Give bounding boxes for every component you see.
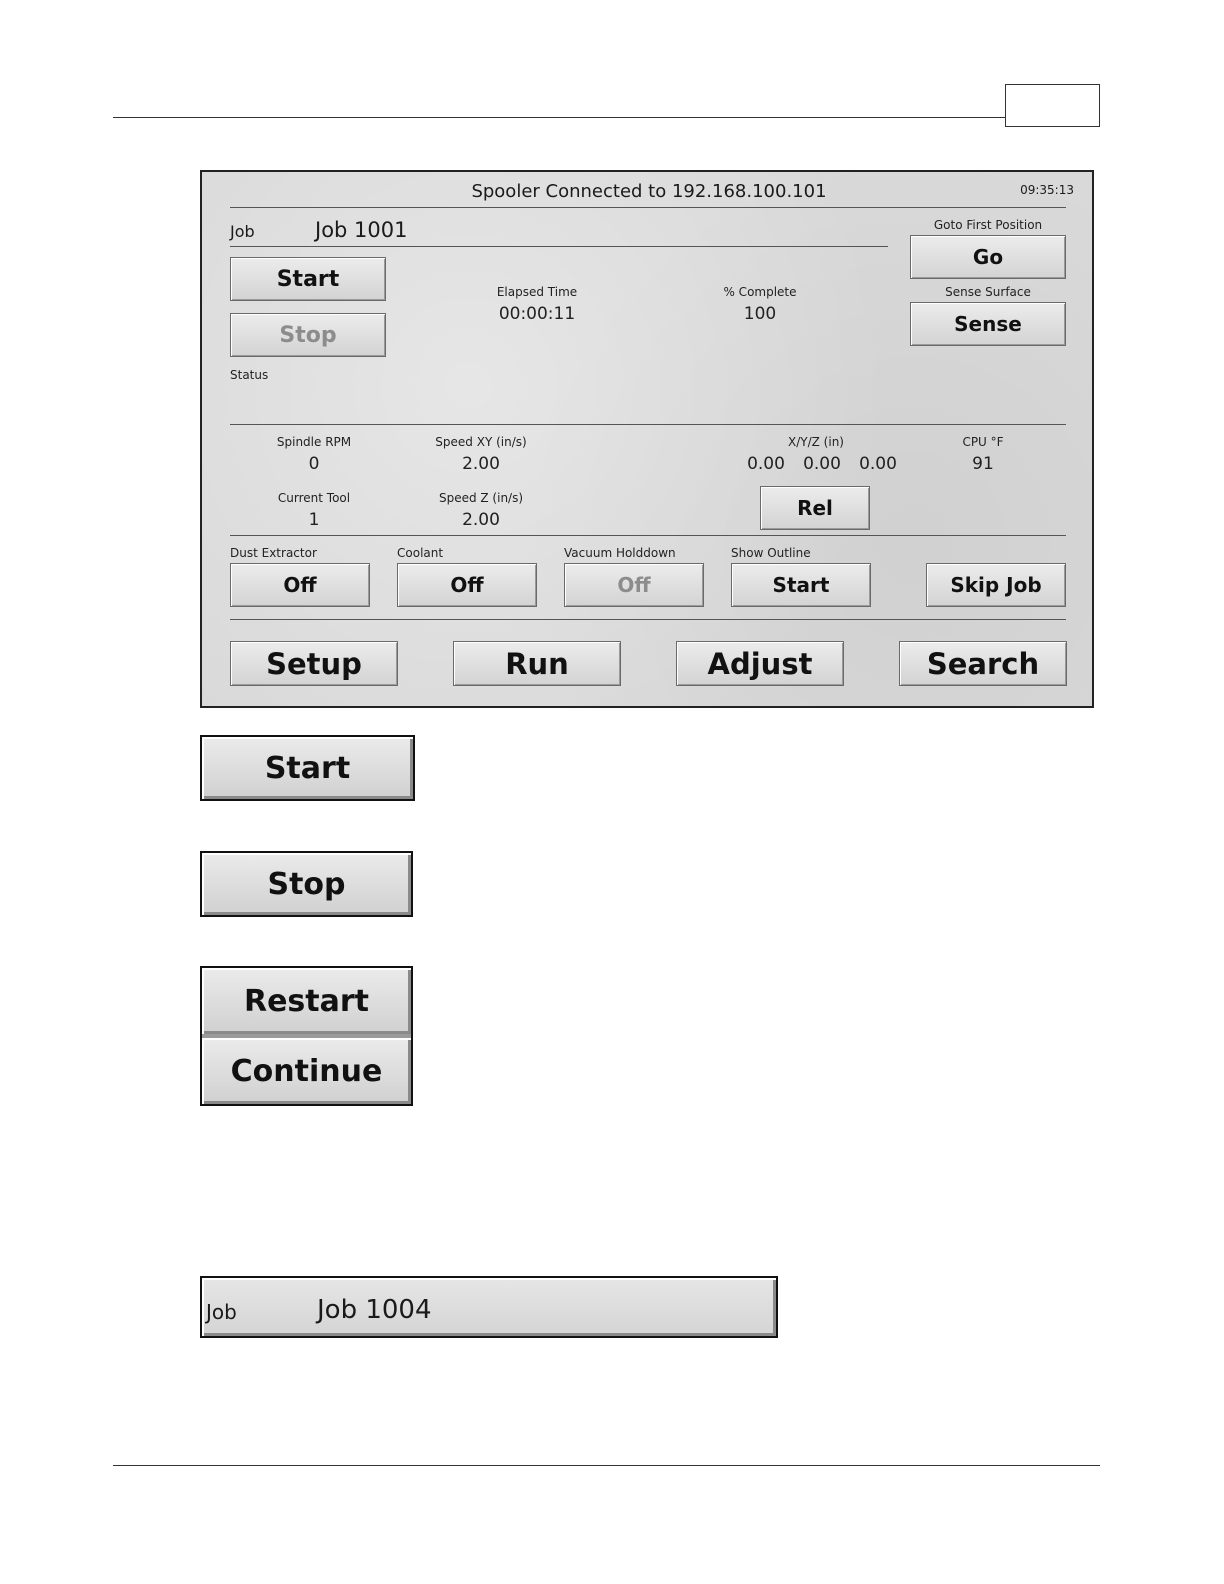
cpu-temp-value: 91 [972,454,994,474]
example-start-button[interactable]: Start [200,735,415,801]
current-tool-label: Current Tool [277,491,351,505]
coolant-label: Coolant [397,546,444,560]
elapsed-time-value: 00:00:11 [498,304,576,324]
job-underline [230,246,888,247]
dust-extractor-label: Dust Extractor [230,546,317,560]
skip-job-button[interactable]: Skip Job [926,563,1066,607]
go-button[interactable]: Go [910,235,1066,279]
job-bar-name: Job 1004 [317,1295,432,1325]
speed-xy-label: Speed XY (in/s) [435,435,527,449]
z-value: 0.00 [859,454,897,474]
coolant-button[interactable]: Off [397,563,537,607]
run-nav-button[interactable]: Run [453,641,621,686]
vacuum-holddown-button[interactable]: Off [564,563,704,607]
example-restart-button[interactable]: Restart [202,968,411,1034]
example-continue-button[interactable]: Continue [202,1038,411,1104]
show-outline-label: Show Outline [731,546,811,560]
job-name: Job 1001 [315,218,408,242]
sense-button[interactable]: Sense [910,302,1066,346]
cpu-temp-label: CPU °F [962,435,1004,449]
rel-button[interactable]: Rel [760,486,870,530]
clock-readout: 09:35:13 [1020,183,1074,197]
goto-first-position-label: Goto First Position [933,218,1043,232]
y-value: 0.00 [803,454,841,474]
status-label: Status [230,368,269,382]
stop-button[interactable]: Stop [230,313,386,357]
controls-divider [230,535,1066,536]
sense-surface-label: Sense Surface [945,285,1031,299]
spindle-rpm-value: 0 [308,454,320,474]
setup-nav-button[interactable]: Setup [230,641,398,686]
header-divider [230,207,1066,208]
example-stop-button[interactable]: Stop [200,851,413,917]
status-divider [230,424,1066,425]
job-bar-label: Job [206,1300,237,1324]
speed-z-label: Speed Z (in/s) [438,491,524,505]
restart-continue-group [200,966,413,1106]
speed-xy-value: 2.00 [462,454,500,474]
header-rule [113,117,1005,118]
connection-status-title: Spooler Connected to 192.168.100.101 [471,181,827,202]
spindle-rpm-label: Spindle RPM [276,435,352,449]
speed-z-value: 2.00 [462,510,500,530]
footer-rule [113,1465,1100,1466]
elapsed-time-label: Elapsed Time [496,285,578,299]
vacuum-holddown-label: Vacuum Holddown [564,546,676,560]
x-value: 0.00 [747,454,785,474]
page-number-box [1005,84,1100,127]
xyz-label: X/Y/Z (in) [788,435,844,449]
nav-divider [230,619,1066,620]
search-nav-button[interactable]: Search [899,641,1067,686]
job-bar-example [200,1276,778,1338]
current-tool-value: 1 [308,510,320,530]
dust-extractor-button[interactable]: Off [230,563,370,607]
spooler-control-panel [200,170,1094,708]
show-outline-start-button[interactable]: Start [731,563,871,607]
start-button[interactable]: Start [230,257,386,301]
adjust-nav-button[interactable]: Adjust [676,641,844,686]
job-label: Job [230,222,255,241]
percent-complete-value: 100 [743,304,777,324]
percent-complete-label: % Complete [723,285,797,299]
